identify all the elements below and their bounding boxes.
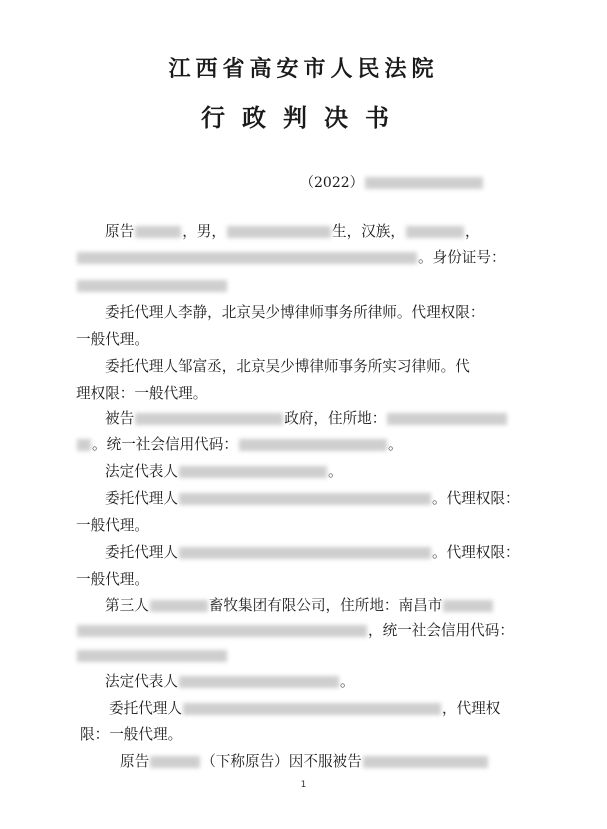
- third-party-agent-line-2: [80, 725, 182, 745]
- redacted: [179, 547, 431, 559]
- text: 。统一社会信用代码：: [92, 436, 238, 453]
- redacted: [179, 493, 431, 505]
- plaintiff-appeal-line: [120, 752, 489, 772]
- text: 理权限：一般代理。: [76, 385, 208, 402]
- defendant-line-1: [105, 409, 508, 429]
- agent-1-line-2: [76, 330, 149, 350]
- plaintiff-line-3: [76, 276, 228, 296]
- third-party-line-2: [76, 621, 514, 641]
- text: 委托代理人: [105, 490, 178, 507]
- text: 第三人: [105, 597, 149, 614]
- text: 法定代表人: [105, 463, 178, 480]
- text: 。代理权限：: [431, 544, 520, 561]
- defendant-line-2: [76, 435, 403, 455]
- text: （下称原告）因不服被告: [201, 753, 362, 770]
- redacted: [387, 413, 507, 425]
- defendant-agent-2-line-2: [76, 570, 149, 590]
- court-name: 江西省高安市人民法院: [168, 56, 439, 82]
- page-number: 1: [300, 780, 307, 790]
- redacted-address: [77, 625, 367, 637]
- text: 委托代理人: [105, 544, 178, 561]
- redacted-credit-code: [77, 650, 227, 662]
- redacted: [179, 676, 339, 688]
- text: 委托代理人邹富丞，北京吴少博律师事务所实习律师。代: [105, 358, 470, 375]
- redacted: [179, 466, 327, 478]
- plaintiff-line-2: [76, 248, 506, 268]
- agent-2-line-2: [76, 384, 207, 404]
- defendant-legal-rep: [105, 462, 343, 482]
- defendant-agent-1-line-1: [105, 489, 520, 509]
- plaintiff-line-1: [105, 222, 480, 242]
- redacted: [239, 439, 387, 451]
- defendant-agent-2-line-1: [105, 543, 520, 563]
- text: 限：一般代理。: [80, 726, 183, 743]
- text: 原告: [105, 223, 135, 240]
- redacted: [363, 756, 488, 768]
- redacted: [406, 226, 464, 238]
- text: 。: [327, 463, 343, 480]
- text: 畜牧集团有限公司，住所地：南昌市: [208, 597, 443, 614]
- text: 政府，住所地：: [284, 410, 387, 427]
- text: 原告: [120, 753, 150, 770]
- text: 。身份证号：: [418, 249, 506, 266]
- agent-2-line-1: [105, 357, 470, 377]
- redacted: [443, 600, 493, 612]
- third-party-line-3: [76, 646, 228, 666]
- case-year: （2022）: [300, 175, 364, 191]
- redacted: [183, 703, 441, 715]
- redacted: [150, 600, 208, 612]
- text: ，: [464, 223, 480, 240]
- third-party-agent-line-1: [109, 699, 500, 719]
- redacted: [135, 413, 283, 425]
- text: 法定代表人: [105, 673, 178, 690]
- document-type: 行政判决书: [201, 103, 406, 132]
- redacted: [135, 226, 181, 238]
- text: 一般代理。: [76, 571, 149, 588]
- third-party-legal-rep: [105, 672, 355, 692]
- text: ，代理权: [441, 700, 501, 717]
- text: 。代理权限：: [431, 490, 520, 507]
- redacted-id-number: [77, 280, 227, 292]
- text: 委托代理人李静，北京吴少博律师事务所律师。代理权限：: [105, 304, 485, 321]
- text: ，男，: [182, 223, 226, 240]
- redacted-case-number: [365, 177, 483, 189]
- text: 委托代理人: [109, 700, 182, 717]
- text: ，统一社会信用代码：: [368, 622, 514, 639]
- text: 。: [339, 673, 355, 690]
- defendant-agent-1-line-2: [76, 516, 149, 536]
- redacted: [150, 756, 200, 768]
- redacted: [227, 226, 331, 238]
- text: 被告: [105, 410, 135, 427]
- case-number: [300, 172, 484, 192]
- text: 生，汉族，: [332, 223, 405, 240]
- text: 。: [387, 436, 403, 453]
- text: 一般代理。: [76, 331, 149, 348]
- agent-1-line-1: [105, 303, 484, 323]
- text: 一般代理。: [76, 517, 149, 534]
- redacted: [77, 439, 91, 451]
- redacted-address: [77, 252, 417, 264]
- third-party-line-1: [105, 596, 494, 616]
